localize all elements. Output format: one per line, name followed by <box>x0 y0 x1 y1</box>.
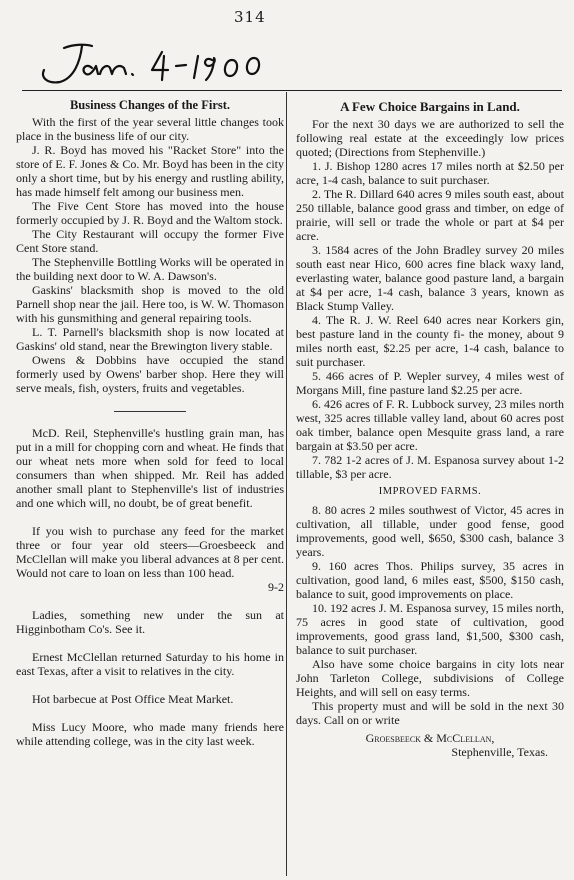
improved-farms-heading: IMPROVED FARMS. <box>378 486 482 497</box>
right-column <box>296 92 564 759</box>
article-paragraph: The City Restaurant will occupy the former Five Cent Store stand. <box>16 227 284 255</box>
news-item: Miss Lucy Moore, who made many friends here while attending college, was in the city last week. <box>16 720 284 748</box>
article-paragraph: L. T. Parnell's blacksmith shop is now located at Gaskins' old stand, near the Brewington livery stable. <box>16 325 284 353</box>
news-item: Hot barbecue at Post Office Meat Market. <box>32 692 234 706</box>
article-paragraph: J. R. Boyd has moved his "Racket Store" into the store of E. F. Jones & Co. Mr. Boyd has been in the city only a short time, but by his energy and rustling ability, has made himself felt among our business men. <box>16 143 285 199</box>
farm-listing: 9. 160 acres Thos. Philips survey, 35 acres in cultivation, good land, 6 miles east, $500, $150 cash, balance to suit, good improvements on place. <box>296 559 564 601</box>
farm-listing: This property must and will be sold in the next 30 days. Call on or write <box>296 699 564 727</box>
article-paragraph: Owens & Dobbins have occupied the stand formerly used by Owens' barber shop. Here they will serve meals, fish, oysters, fruits and vegetables. <box>16 353 284 395</box>
article-paragraph: With the first of the year several little changes took place in the business life of our city. <box>16 115 284 143</box>
right-headline: A Few Choice Bargains in Land. <box>340 99 520 114</box>
left-column <box>16 92 284 748</box>
section-divider <box>114 411 186 412</box>
land-listing: 2. The R. Dillard 640 acres 9 miles south east, about 250 tillable, balance good grass and timber, on edge of prairie, will sell or trade the whole or part at $4 per acre. <box>296 187 564 243</box>
land-listing: 7. 782 1-2 acres of J. M. Espanosa survey about 1-2 tillable, $3 per acre. <box>296 453 564 481</box>
land-intro: For the next 30 days we are authorized to sell the following real estate at the exceedingly low prices quoted; (Directions from Stephenville.) <box>296 117 564 159</box>
handwritten-date <box>34 34 274 94</box>
signature-city: Stephenville, Texas. <box>451 745 548 759</box>
news-item: Ladies, something new under the sun at Higginbotham Co's. See it. <box>16 608 284 636</box>
article-paragraph: Gaskins' blacksmith shop is moved to the old Parnell shop near the jail. Here too, is W. W. Thomason with his gunsmithing and general repairing tools. <box>16 283 284 325</box>
land-listing: 4. The R. J. W. Reel 640 acres near Korkers gin, best pasture land in the county fi- the money, about 9 miles north east, $2.25 per acre, 1-4 cash, balance to suit purchaser. <box>296 313 564 369</box>
news-item: McD. Reil, Stephenville's hustling grain man, has put in a mill for chopping corn and wheat. He finds that our wheat nets more when sold for feed to local consumers than when shipped. Mr. Reil has added another small plant to Stephenville's list of industries and one which will, no doubt, be of great benefit. <box>16 426 284 510</box>
column-divider <box>286 92 287 876</box>
feed-note: 9-2 <box>268 580 284 594</box>
article-paragraph: The Five Cent Store has moved into the house formerly occupied by J. R. Boyd and the Waltom stock. <box>16 199 284 227</box>
news-item: If you wish to purchase any feed for the market three or four year old steers—Groesbeeck and McClellan will make you liberal advances at 8 per cent. Would not care to loan on less than 100 head. <box>16 524 284 580</box>
land-listing: 1. J. Bishop 1280 acres 17 miles north at $2.50 per acre, 1-4 cash, balance to suit purchaser. <box>296 159 564 187</box>
article-paragraph: The Stephenville Bottling Works will be operated in the building next door to W. A. Dawson's. <box>16 255 284 283</box>
page-number: 314 <box>234 8 266 26</box>
farm-listing: 8. 80 acres 2 miles southwest of Victor, 45 acres in cultivation, all tillable, under good fense, good improvements, good well, $650, $300 cash, balance 3 years. <box>296 503 564 559</box>
news-item: Ernest McClellan returned Saturday to his home in east Texas, after a visit to relatives in the city. <box>16 650 284 678</box>
land-listing: 5. 466 acres of P. Wepler survey, 4 miles west of Morgans Mill, fine pasture land $2.25 per acre. <box>296 369 564 397</box>
farm-listing: 10. 192 acres J. M. Espanosa survey, 15 miles north, 75 acres in good state of cultivation, good improvements, good grass land, $1,500, $300 cash, balance to suit purchaser. <box>296 601 564 657</box>
farm-listing: Also have some choice bargains in city lots near John Tarleton College, subdivisions of College Heights, and will sell on easy terms. <box>296 657 564 699</box>
left-headline: Business Changes of the First. <box>69 98 231 112</box>
signature: Groesbeeck & McClellan, <box>365 731 495 745</box>
land-listing: 6. 426 acres of F. R. Lubbock survey, 23 miles north west, 325 acres tillable valley land, about 60 acres post oak timber, balance open Mesquite grass land, a rare bargain at $3.50 per acre. <box>296 397 564 453</box>
top-rule <box>22 90 562 91</box>
land-listing: 3. 1584 acres of the John Bradley survey 20 miles south east near Hico, 600 acres fine black waxy land, everlasting water, balance good pasture land, a bargain at $4 per acre, 1-4 cash, balance 3 years, known as Black Stump Valley. <box>296 243 564 313</box>
